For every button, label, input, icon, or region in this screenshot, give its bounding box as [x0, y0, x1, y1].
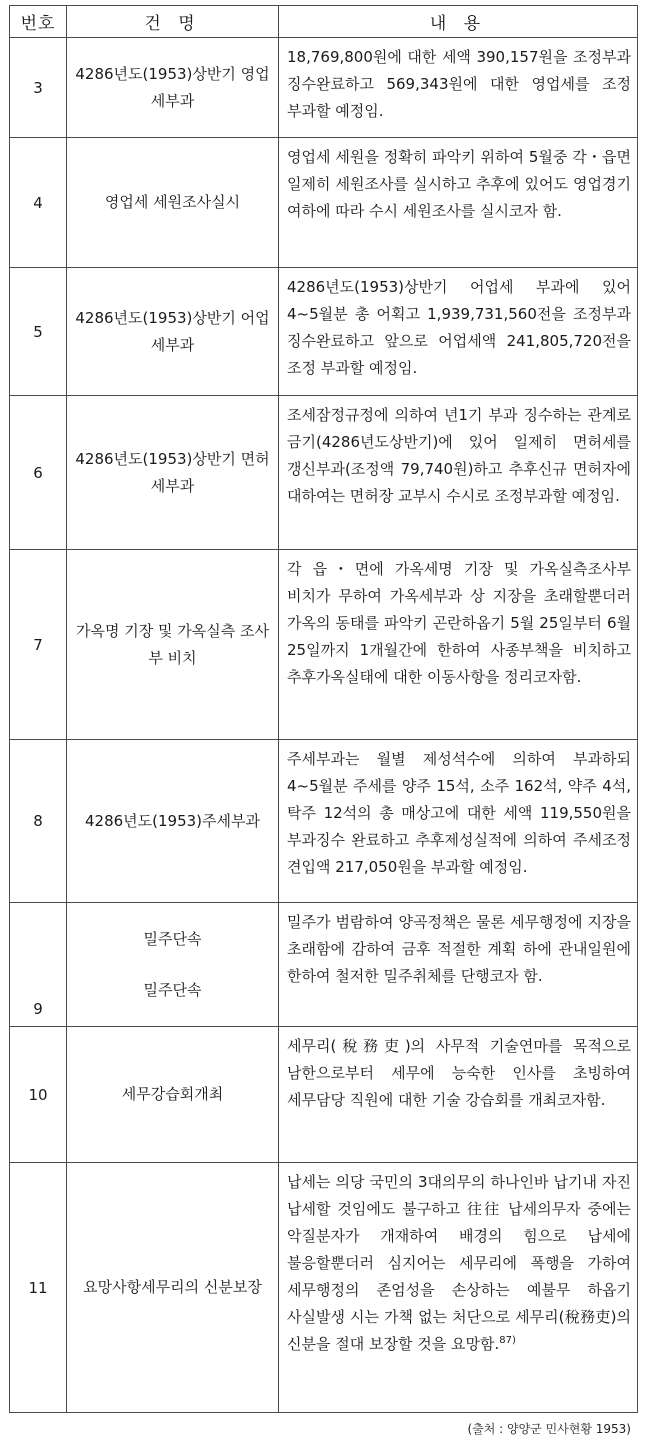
table-header-row [10, 6, 638, 38]
source-caption: (출처 : 양양군 민사현황 1953) [467, 1422, 631, 1436]
row-title: 세무강습회개최 [67, 1027, 279, 1163]
table-row [10, 268, 638, 396]
row-number: 3 [10, 38, 67, 138]
row-content: 밀주가 범람하여 양곡정책은 물론 세무행정에 지장을 초래함에 감하여 금후 적절한 계획 하에 관내일원에 한하여 철저한 밀주취체를 단행코자 함. [279, 903, 638, 1027]
header-number: 번호 [10, 6, 67, 38]
row-number: 4 [10, 138, 67, 268]
table-row [10, 1027, 638, 1163]
row-title: 요망사항세무리의 신분보장 [67, 1163, 279, 1413]
row-content: 각 읍・면에 가옥세명 기장 및 가옥실측조사부 비치가 무하여 가옥세부과 상 지장을 초래할뿐더러 가옥의 동태를 파악키 곤란하옵기 5월 25일부터 6월 25일까지 1개월간에 한하여 사종부책을 비치하고 추후가옥실태에 대한 이동사항을 정리코자함. [279, 550, 638, 740]
row-content: 조세잠정규정에 의하여 년1기 부과 징수하는 관계로 금기(4286년도상반기)에 있어 일제히 면허세를 갱신부과(조정액 79,740원)하고 추후신규 면허자에 대하여는 면허장 교부시 수시로 조정부과할 예정임. [279, 396, 638, 550]
row-title: 4286년도(1953)상반기 어업세부과 [67, 268, 279, 396]
row-number: 11 [10, 1163, 67, 1413]
row-content: 4286년도(1953)상반기 어업세 부과에 있어 4~5월분 총 어획고 1,939,731,560전을 조정부과 징수완료하고 앞으로 어업세액 241,805,720전을 조정 부과할 예정임. [279, 268, 638, 396]
row-title-line-repeat: 밀주단속 [143, 980, 202, 999]
row-content: 세무리(稅務吏)의 사무적 기술연마를 목적으로 남한으로부터 세무에 능숙한 인사를 초빙하여 세무담당 직원에 대한 기술 강습회를 개최코자함. [279, 1027, 638, 1163]
row-title: 4286년도(1953)주세부과 [67, 740, 279, 903]
table-row [10, 903, 638, 1027]
row-content: 18,769,800원에 대한 세액 390,157원을 조정부과 징수완료하고 569,343원에 대한 영업세를 조정 부과할 예정임. [279, 38, 638, 138]
table-row [10, 1163, 638, 1413]
header-content: 내 용 [279, 6, 638, 38]
row-content: 영업세 세원을 정확히 파악키 위하여 5월중 각・읍면 일제히 세원조사를 실시하고 추후에 있어도 영업경기 여하에 따라 수시 세원조사를 실시코자 함. [279, 138, 638, 268]
row-title: 4286년도(1953)상반기 면허세부과 [67, 396, 279, 550]
row-title: 가옥명 기장 및 가옥실측 조사부 비치 [67, 550, 279, 740]
row-content: 주세부과는 월별 제성석수에 의하여 부과하되 4~5월분 주세를 양주 15석, 소주 162석, 약주 4석, 탁주 12석의 총 매상고에 대한 세액 119,550원을 부과징수 완료하고 추후제성실적에 의하여 주세조정 견입액 217,050원을 부과할 예정임. [279, 740, 638, 903]
table-row [10, 138, 638, 268]
row-title-line: 밀주단속 [143, 929, 202, 948]
row-number: 5 [10, 268, 67, 396]
footnote-marker: 87) [499, 1335, 516, 1346]
table-row [10, 38, 638, 138]
header-title: 건 명 [67, 6, 279, 38]
row-title: 영업세 세원조사실시 [67, 138, 279, 268]
table-row [10, 550, 638, 740]
row-number: 6 [10, 396, 67, 550]
row-title [67, 903, 279, 1027]
row-number: 10 [10, 1027, 67, 1163]
row-title: 4286년도(1953)상반기 영업세부과 [67, 38, 279, 138]
row-number: 7 [10, 550, 67, 740]
row-number: 8 [10, 740, 67, 903]
row-content [279, 1163, 638, 1413]
tax-affairs-table [9, 5, 638, 1413]
table-row [10, 396, 638, 550]
table-row [10, 740, 638, 903]
row-content-text: 납세는 의당 국민의 3대의무의 하나인바 납기내 자진 납세할 것임에도 불구하고 往往 납세의무자 중에는 악질분자가 개재하여 배경의 힘으로 납세에 불응할뿐더러 심지어는 세무리에 폭행을 가하여 세무행정의 존엄성을 손상하는 예불무 하옵기 사실발생 시는 가책 없는 처단으로 세무리(稅務吏)의 신분을 절대 보장할 것을 요망함. [287, 1173, 631, 1353]
row-number: 9 [10, 903, 67, 1027]
